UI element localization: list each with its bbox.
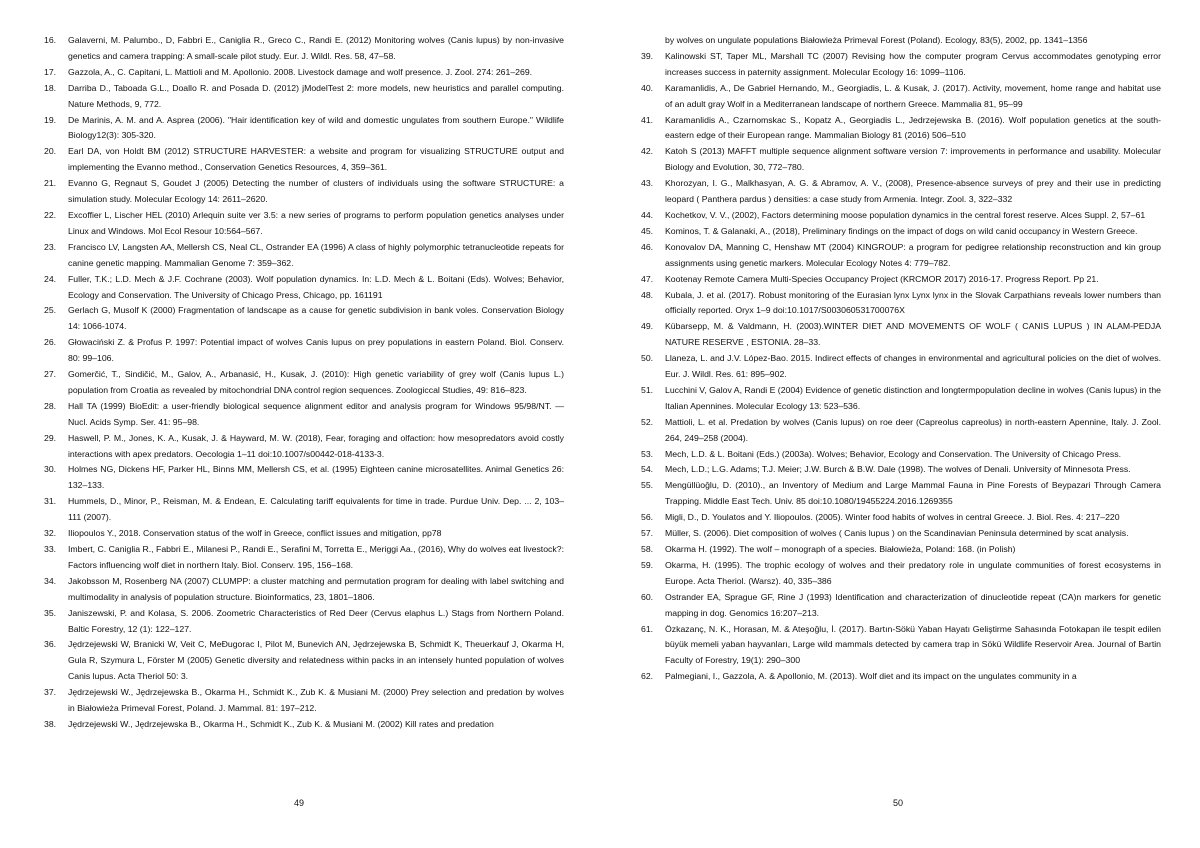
- reference-number: 48.: [641, 289, 654, 300]
- page-number-left: 49: [294, 798, 305, 808]
- reference-number: 24.: [44, 273, 57, 284]
- reference-number: 34.: [44, 575, 57, 586]
- reference-text: De Marinis, A. M. and A. Asprea (2006). "Hair identification key of wild and domestic ungulates from southern Europe." Wildlife Biology12(3): 305-320.: [68, 114, 564, 141]
- reference-item: [44, 542, 564, 574]
- reference-item: [641, 669, 1161, 685]
- reference-text: Müller, S. (2006). Diet composition of wolves ( Canis lupus ) on the Scandinavian Peninsula determined by scat analysis.: [665, 528, 1129, 539]
- reference-list-left: [44, 33, 564, 733]
- page-number-right: 50: [893, 798, 904, 808]
- reference-number: 22.: [44, 209, 57, 220]
- reference-text: Kalinowski ST, Taper ML, Marshall TC (2007) Revising how the computer program Cervus accommodates genotyping error increases success in paternity assignment. Molecular Ecology 16: 1099–1106.: [665, 50, 1161, 77]
- reference-text: Jakobsson M, Rosenberg NA (2007) CLUMPP: a cluster matching and permutation program for dealing with label switching and multimodality in analysis of population structure. Bioinformatics, 23, 1801–1806.: [68, 575, 564, 602]
- reference-text: Gerlach G, Musolf K (2000) Fragmentation of landscape as a cause for genetic subdivision in bank voles. Conservation Biology 14: 1066-1074.: [68, 305, 564, 332]
- reference-number: 56.: [641, 512, 654, 523]
- reference-number: 17.: [44, 66, 57, 77]
- reference-item: [44, 494, 564, 526]
- reference-number: 42.: [641, 146, 654, 157]
- reference-item: [44, 65, 564, 81]
- reference-text: Kootenay Remote Camera Multi-Species Occupancy Project (KRCMOR 2017) 2016-17. Progress Report. Pp 21.: [665, 273, 1099, 284]
- reference-number: 30.: [44, 464, 57, 475]
- reference-number: 21.: [44, 178, 57, 189]
- reference-text: Iliopoulos Y., 2018. Conservation status of the wolf in Greece, conflict issues and mitigation, pp78: [68, 528, 442, 539]
- reference-item: [44, 208, 564, 240]
- reference-number: 38.: [44, 718, 57, 729]
- reference-number: 51.: [641, 384, 654, 395]
- reference-number: 36.: [44, 639, 57, 650]
- reference-item: [641, 622, 1161, 670]
- reference-item: [641, 510, 1161, 526]
- reference-text: Kubala, J. et al. (2017). Robust monitoring of the Eurasian lynx Lynx lynx in the Slovak Carpathians reveals lower numbers than officially reported. Oryx 1–9 doi:10.1017/S003060531700076X: [665, 289, 1161, 316]
- reference-text: Katoh S (2013) MAFFT multiple sequence alignment software version 7: improvements in performance and usability. Molecular Biology and Evolution, 30, 772–780.: [665, 146, 1161, 173]
- reference-item: [641, 478, 1161, 510]
- reference-number: 43.: [641, 178, 654, 189]
- reference-number: 45.: [641, 225, 654, 236]
- reference-item: [44, 81, 564, 113]
- reference-item: [641, 590, 1161, 622]
- reference-text: Haswell, P. M., Jones, K. A., Kusak, J. & Hayward, M. W. (2018), Fear, foraging and olfaction: how mesopredators avoid costly interactions with apex predators. Oecologia 1–11 doi:10.1007/s00442-018-4133-3.: [68, 432, 564, 459]
- reference-item: [44, 176, 564, 208]
- reference-item: [44, 33, 564, 65]
- reference-text: Hall TA (1999) BioEdit: a user-friendly biological sequence alignment editor and analysis program for Windows 95/98/NT. — Nucl. Acids Symp. Ser. 41: 95–98.: [68, 400, 564, 427]
- reference-text: Imbert, C. Caniglia R., Fabbri E., Milanesi P., Randi E., Serafini M, Torretta E., Meriggi Aa., (2016), Why do wolves eat livestock?: Factors influencing wolf diet in northern Italy. Biol. Conserv. 195, 156–168.: [68, 544, 564, 570]
- reference-item: [44, 335, 564, 367]
- reference-text: Mech, L.D.; L.G. Adams; T.J. Meier; J.W. Burch & B.W. Dale (1998). The wolves of Denali. University of Minnesota Press.: [665, 464, 1131, 475]
- reference-text: Karamanlidis A., Czarnomskac S., Kopatz A., Georgiadis L., Jedrzejewska B. (2016). Wolf population genetics at the south-eastern edge of their European range. Mammalian Biology 81 (2016) 506–510: [665, 114, 1161, 141]
- reference-number: 40.: [641, 82, 654, 93]
- reference-item: [44, 526, 564, 542]
- reference-number: 47.: [641, 273, 654, 284]
- reference-text: Jędrzejewski W., Jędrzejewska B., Okarma H., Schmidt K., Zub K. & Musiani M. (2000) Prey selection and predation by wolves in Białowieża Primeval Forest, Poland. J. Mammal. 81: 197–212.: [68, 687, 564, 714]
- reference-item: [44, 272, 564, 304]
- reference-text: Jędrzejewski W, Branicki W, Veit C, MeĐugorac I, Pilot M, Bunevich AN, Jędrzejewska B, Schmidt K, Theuerkauf J, Okarma H, Gula R, Szymura L, Förster M (2005) Genetic diversity and relatedness within packs in an intensely hunted population of wolves Canis lupus. Acta Theriol 50: 3.: [68, 639, 564, 682]
- reference-text: Jędrzejewski W., Jędrzejewska B., Okarma H., Schmidt K., Zub K. & Musiani M. (2002) Kill rates and predation: [68, 718, 494, 729]
- reference-number: 44.: [641, 209, 654, 220]
- reference-text: Kübarsepp, M. & Valdmann, H. (2003).WINTER DIET AND MOVEMENTS OF WOLF ( CANIS LUPUS ) IN ALAM-PEDJA NATURE RESERVE , ESTONIA. 28–33.: [665, 321, 1161, 348]
- reference-number: 28.: [44, 400, 57, 411]
- reference-text: Mech, L.D. & L. Boitani (Eds.) (2003a). Wolves; Behavior, Ecology and Conservation. The University of Chicago Press.: [665, 448, 1121, 459]
- reference-item: [44, 144, 564, 176]
- reference-text: Gomerčić, T., Sindičić, M., Galov, A., Arbanasić, H., Kusak, J. (2010): High genetic variability of grey wolf (Canis lupus L.) population from Croatia as revealed by mitochondrial DNA control region sequences. Zoologiccal Studies, 49: 816–823.: [68, 369, 564, 395]
- reference-number: 35.: [44, 607, 57, 618]
- reference-text: Głowaciński Z. & Profus P. 1997: Potential impact of wolves Canis lupus on prey populations in eastern Poland. Biol. Conserv. 80: 99–106.: [68, 337, 564, 364]
- reference-text: Karamanlidis, A., De Gabriel Hernando, M., Georgiadis, L. & Kusak, J. (2017). Activity, movement, home range and habitat use of an adult gray Wolf in a Mediterranean landscape of northern Greece. Mammalia 81, 95–99: [665, 82, 1161, 109]
- reference-text: Galaverni, M. Palumbo., D, Fabbri E., Caniglia R., Greco C., Randi E. (2012) Monitoring wolves (Canis lupus) by non-invasive genetics and camera trapping: A small-scale pilot study. Eur. J. Wildl. Res. 58, 47–58.: [68, 35, 564, 61]
- reference-item: [641, 415, 1161, 447]
- reference-item: [641, 208, 1161, 224]
- reference-number: 20.: [44, 146, 57, 157]
- reference-number: 16.: [44, 35, 57, 45]
- reference-number: 27.: [44, 369, 57, 380]
- reference-item: [641, 319, 1161, 351]
- reference-item: [44, 574, 564, 606]
- reference-text: Evanno G, Regnaut S, Goudet J (2005) Detecting the number of clusters of individuals using the software STRUCTURE: a simulation study. Molecular Ecology 14: 2611–2620.: [68, 178, 564, 205]
- reference-text: Özkazanç, N. K., Horasan, M. & Ateşoğlu, İ. (2017). Bartın-Sökü Yaban Hayatı Geliştirme Sahasında Fotokapan ile tespit edilen büyük memeli yaban hayvanları, Large wild mammals detected by camera trap in Sökü Wildlife Reservoir Area. Journal of Bartin Faculty of Forestry, 19(1): 290–300: [665, 623, 1161, 666]
- reference-text: Okarma H. (1992). The wolf – monograph of a species. Białowieża, Poland: 168. (in Polish): [665, 544, 1016, 554]
- reference-text: Kominos, T. & Galanaki, A., (2018), Preliminary findings on the impact of dogs on wild canid occupancy in Western Greece.: [665, 225, 1138, 236]
- reference-item: [641, 113, 1161, 145]
- reference-item: [44, 113, 564, 145]
- reference-item: [641, 558, 1161, 590]
- reference-number: 19.: [44, 114, 57, 125]
- page-right: [641, 33, 1161, 813]
- reference-number: 39.: [641, 50, 654, 61]
- reference-item: [44, 431, 564, 463]
- reference-text: Okarma, H. (1995). The trophic ecology of wolves and their predatory role in ungulate communities of forest ecosystems in Europe. Acta Theriol. (Warsz). 40, 335–386: [665, 559, 1161, 586]
- reference-text: Konovalov DA, Manning C, Henshaw MT (2004) KINGROUP: a program for pedigree relationship reconstruction and kin group assignments using genetic markers. Molecular Ecology Notes 4: 779–782.: [665, 241, 1161, 268]
- reference-number: 33.: [44, 544, 57, 554]
- reference-text: Lucchini V, Galov A, Randi E (2004) Evidence of genetic distinction and longtermpopulation decline in wolves (Canis lupus) in the Italian Apennines. Molecular Ecology 13: 523–536.: [665, 384, 1161, 411]
- reference-text: Kochetkov, V. V., (2002), Factors determining moose population dynamics in the central forest reserve. Alces Suppl. 2, 57–61: [665, 209, 1146, 220]
- reference-number: 62.: [641, 671, 654, 682]
- reference-item: [44, 240, 564, 272]
- reference-number: 26.: [44, 337, 57, 348]
- reference-text: Holmes NG, Dickens HF, Parker HL, Binns MM, Mellersh CS, et al. (1995) Eighteen canine microsatellites. Animal Genetics 26: 132–133.: [68, 464, 564, 491]
- reference-number: 49.: [641, 321, 654, 332]
- reference-number: 61.: [641, 623, 654, 634]
- reference-item: [641, 542, 1161, 558]
- reference-text: Francisco LV, Langsten AA, Mellersh CS, Neal CL, Ostrander EA (1996) A class of highly polymorphic tetranucleotide repeats for canine genetic mapping. Mammalian Genome 7: 359–362.: [68, 241, 564, 268]
- reference-number: 46.: [641, 241, 654, 252]
- reference-number: 23.: [44, 241, 57, 252]
- reference-text: Mattioli, L. et al. Predation by wolves (Canis lupus) on roe deer (Capreolus capreolus) in north-eastern Apennine, Italy. J. Zool. 264, 249–258 (2004).: [665, 416, 1161, 443]
- reference-text: Janiszewski, P. and Kolasa, S. 2006. Zoometric Characteristics of Red Deer (Cervus elaphus L.) Stags from Northern Poland. Baltic Forestry, 12 (1): 122–127.: [68, 607, 564, 634]
- reference-continuation: by wolves on ungulate populations Białowieża Primeval Forest (Poland). Ecology, 83(5), 2002, pp. 1341–1356: [665, 35, 1088, 45]
- reference-text: Fuller, T.K.; L.D. Mech & J.F. Cochrane (2003). Wolf population dynamics. In: L.D. Mech & L. Boitani (Eds). Wolves; Behavior, Ecology and Conservation. The University of Chicago Press, Chicago, pp. 161191: [68, 273, 564, 300]
- reference-number: 57.: [641, 528, 654, 539]
- reference-item: [641, 144, 1161, 176]
- reference-item: [641, 462, 1161, 478]
- reference-number: 52.: [641, 416, 654, 427]
- reference-number: 18.: [44, 82, 57, 93]
- reference-number: 41.: [641, 114, 654, 125]
- reference-number: 32.: [44, 528, 57, 539]
- reference-text: Ostrander EA, Sprague GF, Rine J (1993) Identification and characterization of dinucleotide repeat (CA)n markers for genetic mapping in dog. Genomics 16:207–213.: [665, 591, 1161, 618]
- reference-item: [44, 399, 564, 431]
- reference-number: 55.: [641, 480, 654, 491]
- reference-item: [641, 224, 1161, 240]
- reference-text: Darriba D., Taboada G.L., Doallo R. and Posada D. (2012) jModelTest 2: more models, new heuristics and parallel computing. Nature Methods, 9, 772.: [68, 82, 564, 109]
- reference-text: Excoffier L, Lischer HEL (2010) Arlequin suite ver 3.5: a new series of programs to perform population genetics analyses under Linux and Windows. Mol Ecol Resour 10:564–567.: [68, 209, 564, 236]
- reference-number: 60.: [641, 591, 654, 602]
- reference-item: [44, 606, 564, 638]
- reference-item: [641, 383, 1161, 415]
- reference-text: Gazzola, A., C. Capitani, L. Mattioli and M. Apollonio. 2008. Livestock damage and wolf presence. J. Zool. 274: 261–269.: [68, 66, 533, 77]
- reference-number: 25.: [44, 305, 57, 316]
- reference-item: [641, 288, 1161, 320]
- reference-item: [44, 303, 564, 335]
- reference-item: [641, 272, 1161, 288]
- reference-text: Migli, D., D. Youlatos and Y. Iliopoulos. (2005). Winter food habits of wolves in central Greece. J. Biol. Res. 4: 217–220: [665, 512, 1120, 523]
- reference-item: [44, 367, 564, 399]
- reference-number: 37.: [44, 687, 57, 698]
- reference-number: 29.: [44, 432, 57, 443]
- reference-item: [44, 637, 564, 685]
- reference-number: 59.: [641, 559, 654, 570]
- reference-item: [641, 447, 1161, 463]
- reference-item: [641, 240, 1161, 272]
- reference-item: [44, 717, 564, 733]
- reference-number: 31.: [44, 496, 57, 507]
- reference-text: Palmegiani, I., Gazzola, A. & Apollonio, M. (2013). Wolf diet and its impact on the ungulates community in a: [665, 671, 1077, 682]
- reference-item: [641, 81, 1161, 113]
- reference-text: Llaneza, L. and J.V. López-Bao. 2015. Indirect effects of changes in environmental and agricultural policies on the diet of wolves. Eur. J. Wildl. Res. 61: 895–902.: [665, 353, 1161, 380]
- reference-item: [641, 351, 1161, 383]
- reference-item: [641, 49, 1161, 81]
- reference-number: 53.: [641, 448, 654, 459]
- reference-list-right: [641, 49, 1161, 685]
- reference-text: Earl DA, von Holdt BM (2012) STRUCTURE HARVESTER: a website and program for visualizing STRUCTURE output and implementing the Evanno method., Conservation Genetics Resources, 4, 359–361.: [68, 146, 564, 173]
- reference-text: Hummels, D., Minor, P., Reisman, M. & Endean, E. Calculating tariff equivalents for time in trade. Purdue Univ. Dep. ... 2, 103–111 (2007).: [68, 496, 564, 523]
- page-left: [44, 33, 564, 813]
- reference-item: [641, 176, 1161, 208]
- reference-text: Mengüllüoğlu, D. (2010)., an Inventory of Medium and Large Mammal Fauna in Pine Forests of Beypazari Through Camera Trapping. Middle East Tech. Univ. 85 doi:10.1080/19455224.2016.1269355: [665, 480, 1161, 507]
- reference-number: 50.: [641, 353, 654, 364]
- reference-number: 58.: [641, 544, 654, 554]
- reference-text: Khorozyan, I. G., Malkhasyan, A. G. & Abramov, A. V., (2008), Presence-absence surveys of prey and their use in predicting leopard ( Panthera pardus ) densities: a case study from Armenia. Integr. Zool. 3, 322–332: [665, 178, 1161, 205]
- reference-item: [44, 685, 564, 717]
- reference-item: [44, 462, 564, 494]
- reference-item: [641, 526, 1161, 542]
- reference-number: 54.: [641, 464, 654, 475]
